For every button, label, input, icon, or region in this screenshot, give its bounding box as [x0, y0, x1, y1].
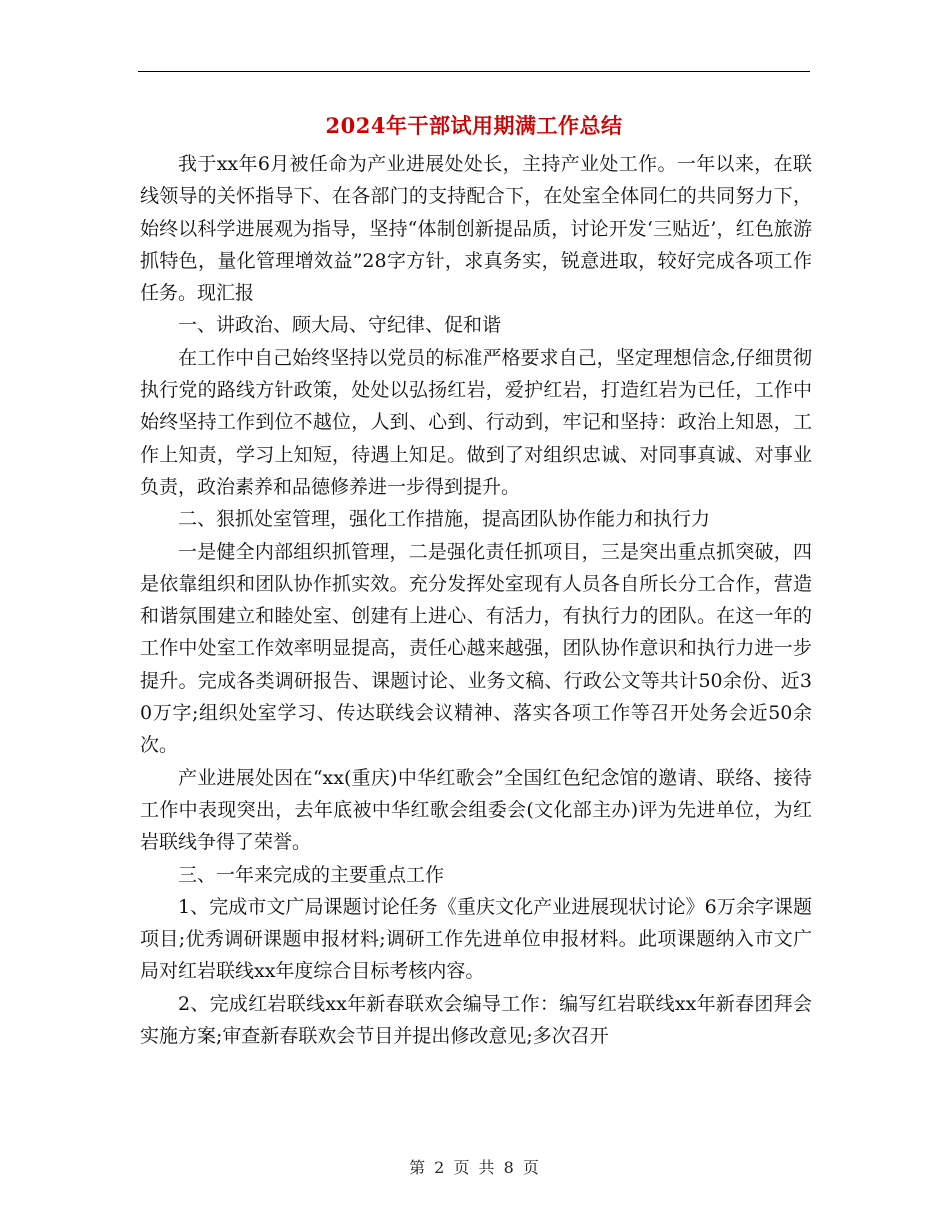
body-paragraph: 我于xx年6月被任命为产业进展处处长，主持产业处工作。一年以来，在联线领导的关怀指导下、在各部门的支持配合下，在处室全体同仁的共同努力下，始终以科学进展观为指导，坚持“体制创新提品质，讨论开发‘三贴近’，红色旅游抓特色，量化管理增效益”28字方针，求真务实，锐意进取，较好完成各项工作任务。现汇报	[140, 153, 812, 305]
page-number-footer: 第 2 页 共 8 页	[409, 1158, 541, 1177]
document-title: 2024年干部试用期满工作总结	[325, 113, 623, 138]
document-body	[140, 148, 812, 1052]
header-rule	[138, 71, 810, 72]
section-heading: 二、狠抓处室管理，强化工作措施，提高团队协作能力和执行力	[178, 508, 711, 531]
body-paragraph: 一是健全内部组织抓管理，二是强化责任抓项目，三是突出重点抓突破，四是依靠组织和团队协作抓实效。充分发挥处室现有人员各自所长分工合作，营造和谐氛围建立和睦处室、创建有上进心、有活力，有执行力的团队。在这一年的工作中处室工作效率明显提高，责任心越来越强，团队协作意识和执行力进一步提升。完成各类调研报告、课题讨论、业务文稿、行政公文等共计50余份、近30万字;组织处室学习、传达联线会议精神、落实各项工作等召开处务会近50余次。	[140, 540, 812, 757]
section-heading: 一、讲政治、顾大局、守纪律、促和谐	[178, 314, 502, 337]
body-paragraph: 2、完成红岩联线xx年新春联欢会编导工作：编写红岩联线xx年新春团拜会实施方案;审查新春联欢会节目并提出修改意见;多次召开	[140, 992, 812, 1048]
section-heading: 三、一年来完成的主要重点工作	[178, 863, 445, 886]
body-paragraph: 1、完成市文广局课题讨论任务《重庆文化产业进展现状讨论》6万余字课题项目;优秀调研课题申报材料;调研工作先进单位申报材料。此项课题纳入市文广局对红岩联线xx年度综合目标考核内容。	[140, 895, 812, 983]
body-paragraph: 产业进展处因在“xx(重庆)中华红歌会”全国红色纪念馆的邀请、联络、接待工作中表现突出，去年底被中华红歌会组委会(文化部主办)评为先进单位，为红岩联线争得了荣誉。	[140, 766, 812, 854]
body-paragraph: 在工作中自己始终坚持以党员的标准严格要求自己，坚定理想信念,仔细贯彻执行党的路线方针政策，处处以弘扬红岩，爱护红岩，打造红岩为已任，工作中始终坚持工作到位不越位，人到、心到、行动到，牢记和坚持：政治上知恩，工作上知责，学习上知短，待遇上知足。做到了对组织忠诚、对同事真诚、对事业负责，政治素养和品德修养进一步得到提升。	[140, 346, 812, 498]
